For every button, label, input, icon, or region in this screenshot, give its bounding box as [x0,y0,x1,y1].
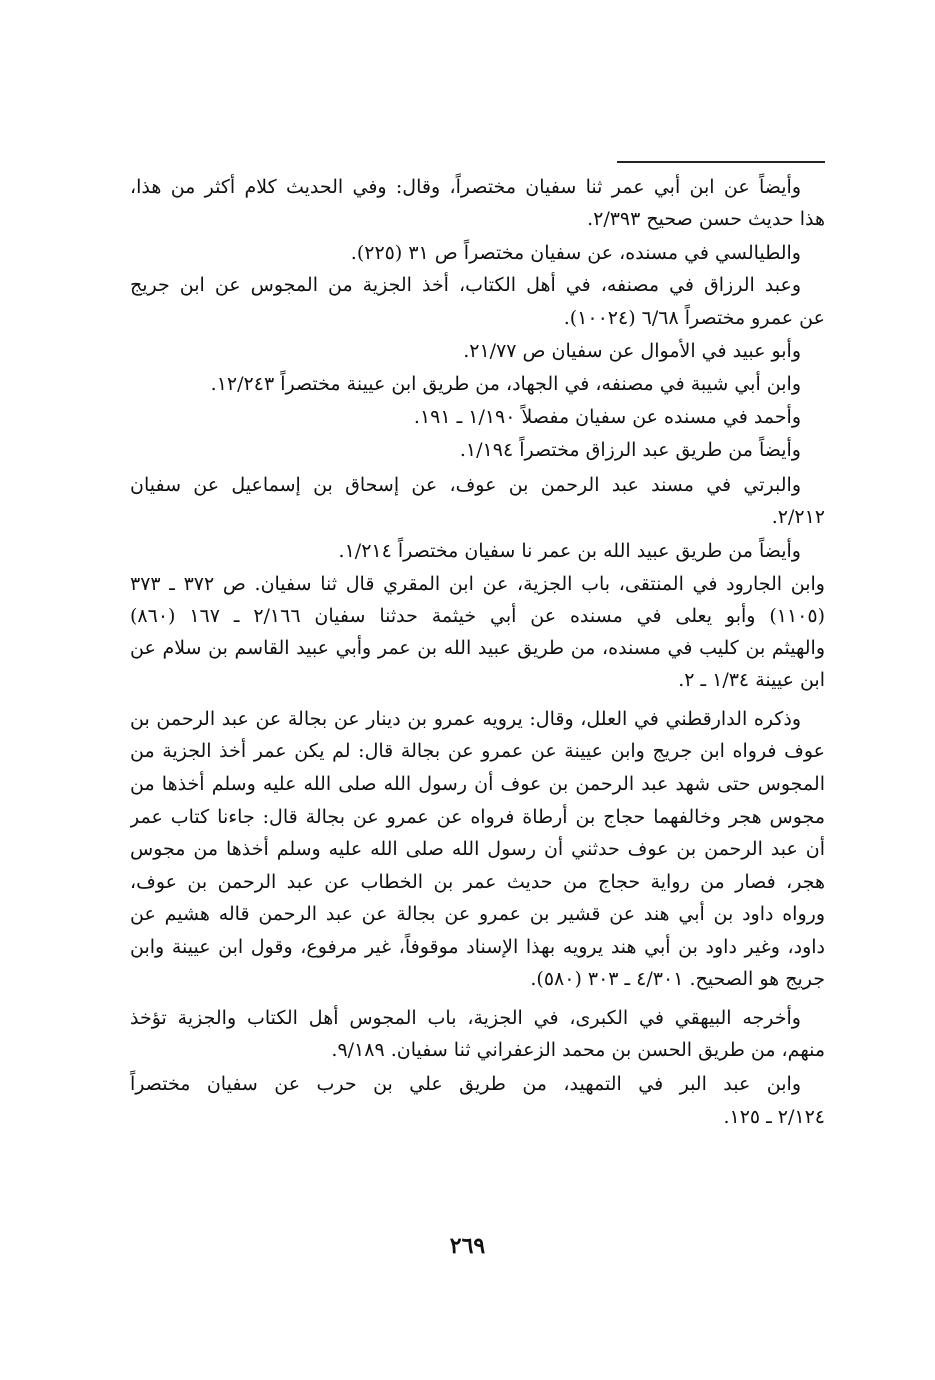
text-line: وابن الجارود في المنتقى، باب الجزية، عن ابن المقري قال ثنا سفيان. ص ٣٧٢ ـ ٣٧٣ [130,573,825,595]
text-line: وابن عبد البر في التمهيد، من طريق علي بن حرب عن سفيان مختصراً [130,1073,801,1095]
text-line: ابن عيينة ١/٣٤ ـ ٢. [678,669,825,691]
text-line: وعبد الرزاق في مصنفه، في أهل الكتاب، أخذ الجزية من المجوس عن ابن جريج [130,274,801,296]
text-line: وأحمد في مسنده عن سفيان مفصلاً ١/١٩٠ ـ ١٩١. [413,406,801,428]
text-line: المجوس حتى شهد عبد الرحمن بن عوف أن رسول الله صلى الله عليه وسلم أخذها من [130,773,825,795]
text-line: ٢/٢١٢. [771,506,825,528]
text-line: أن عبد الرحمن بن عوف حدثني أن رسول الله صلى الله عليه وسلم أخذها من مجوس [130,838,825,860]
text-line: (١١٠٥) وأبو يعلى في مسنده عن أبي خيثمة حدثنا سفيان ٢/١٦٦ ـ ١٦٧ (٨٦٠) [130,605,825,627]
text-line: وأيضاً من طريق عبد الرزاق مختصراً ١/١٩٤. [459,439,801,461]
text-line: عوف فرواه ابن جريج وابن عيينة عن عمرو عن بجالة قال: لم يكن عمر أخذ الجزية من [130,740,825,762]
text-line: وذكره الدارقطني في العلل، وقال: يرويه عمرو بن دينار عن بجالة عن عبد الرحمن بن [130,708,801,730]
text-line: وأيضاً عن ابن أبي عمر ثنا سفيان مختصراً، وقال: وفي الحديث كلام أكثر من هذا، [130,176,801,198]
text-line: ورواه داود بن أبي هند عن قشير بن عمرو عن بجالة عن عبد الرحمن قاله هشيم عن [130,903,825,925]
footnote-separator-rule [617,161,825,163]
text-line: منهم، من طريق الحسن بن محمد الزعفراني ثنا سفيان. ٩/١٨٩. [331,1039,825,1061]
text-line: وأيضاً من طريق عبيد الله بن عمر نا سفيان مختصراً ١/٢١٤. [338,540,801,562]
page-number: ٢٦٩ [449,1233,486,1259]
text-line: هجر، فصار من رواية حجاج من حديث عمر بن الخطاب عن عبد الرحمن بن عوف، [130,871,825,893]
text-line: وأخرجه البيهقي في الكبرى، في الجزية، باب المجوس أهل الكتاب والجزية تؤخذ [130,1007,801,1029]
text-line: والهيثم بن كليب في مسنده، من طريق عبيد الله بن عمر وأبي عبيد القاسم بن سلام عن [130,637,825,659]
text-line: وابن أبي شيبة في مصنفه، في الجهاد، من طريق ابن عيينة مختصراً ١٢/٢٤٣. [210,373,801,395]
text-line: داود، وغير داود بن أبي هند يرويه بهذا الإسناد موقوفاً، غير مرفوع، وقول ابن عيينة وابن [130,936,825,958]
text-line: والطيالسي في مسنده، عن سفيان مختصراً ص ٣١ (٢٢٥). [350,242,801,264]
text-line: مجوس هجر وخالفهما حجاج بن أرطاة فرواه عن عمرو عن بجالة قال: جاءنا كتاب عمر [130,806,825,828]
text-line: وأبو عبيد في الأموال عن سفيان ص ٢١/٧٧. [463,340,801,362]
text-line: هذا حديث حسن صحيح ٢/٣٩٣. [587,208,825,230]
text-line: جريج هو الصحيح. ٤/٣٠١ ـ ٣٠٣ (٥٨٠). [530,968,825,990]
text-line: عن عمرو مختصراً ٦/٦٨ (١٠٠٢٤). [563,307,825,329]
text-line: ٢/١٢٤ ـ ١٢٥. [723,1106,825,1128]
text-line: والبرتي في مسند عبد الرحمن بن عوف، عن إسحاق بن إسماعيل عن سفيان [130,474,801,496]
